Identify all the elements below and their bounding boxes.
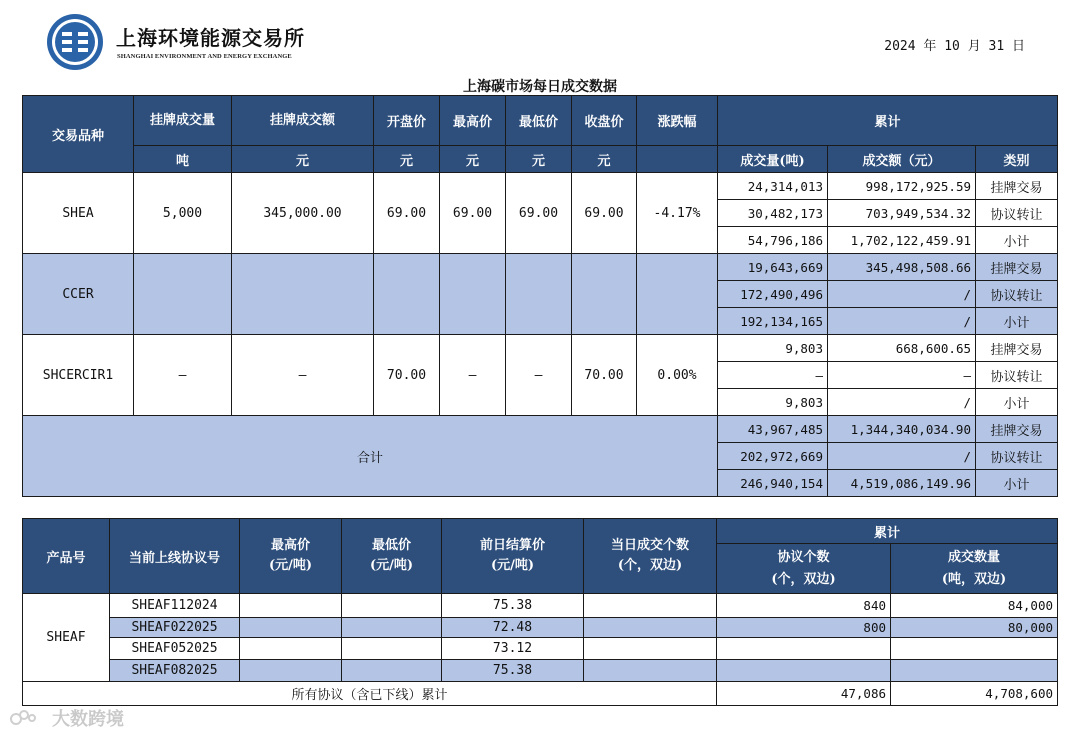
market-data-table — [22, 95, 1058, 497]
daily-count-cell — [584, 594, 717, 618]
col-settle-header — [442, 519, 584, 594]
cum-type-cell: 协议转让 — [976, 200, 1058, 227]
unit-yuan: 元 — [374, 146, 440, 173]
col-cumulative-header: 累计 — [717, 519, 1058, 544]
contract-cell: SHEAF022025 — [110, 618, 240, 638]
cum-type-cell: 协议转让 — [976, 362, 1058, 389]
unit-yuan: 元 — [232, 146, 374, 173]
col-open-header: 开盘价 — [374, 96, 440, 146]
listed-amount-cell: – — [232, 335, 374, 416]
col-cum-volume-header: 成交量(吨) — [718, 146, 828, 173]
contract-cell: SHEAF112024 — [110, 594, 240, 618]
cum-volume-cell: 24,314,013 — [718, 173, 828, 200]
settle-cell: 75.38 — [442, 594, 584, 618]
listed-amount-cell — [232, 254, 374, 335]
col-low-header — [342, 519, 442, 594]
cum-type-cell: 挂牌交易 — [976, 254, 1058, 281]
col-cum-count-header — [717, 544, 891, 594]
col-product-no-header: 产品号 — [23, 519, 110, 594]
unit-yuan: 元 — [572, 146, 637, 173]
cum-count-cell: 840 — [717, 594, 891, 618]
high-cell — [240, 638, 342, 660]
cum-volume-cell: 84,000 — [891, 594, 1058, 618]
cum-count-unit: (个，双边) — [771, 571, 836, 587]
product-no-cell: SHEAF — [23, 594, 110, 682]
cum-volume-cell: 192,134,165 — [718, 308, 828, 335]
daily-count-cell — [584, 618, 717, 638]
cum-amount-cell: – — [828, 362, 976, 389]
cum-type-cell: 小计 — [976, 227, 1058, 254]
cum-amount-cell: / — [828, 389, 976, 416]
product-cell: SHCERCIR1 — [23, 335, 134, 416]
settle-cell: 73.12 — [442, 638, 584, 660]
unit-empty — [637, 146, 718, 173]
org-name: 上海环境能源交易所 — [116, 26, 305, 50]
low-cell — [342, 594, 442, 618]
cum-count-cell: 800 — [717, 618, 891, 638]
listed-amount-label: 挂牌成交额 — [269, 112, 335, 128]
high-cell: – — [440, 335, 506, 416]
product-cell: SHEA — [23, 173, 134, 254]
settle-cell: 72.48 — [442, 618, 584, 638]
change-cell — [637, 254, 718, 335]
cum-amount-cell: 998,172,925.59 — [828, 173, 976, 200]
col-daily-count-header — [584, 519, 717, 594]
col-contract-header: 当前上线协议号 — [110, 519, 240, 594]
cum-amount-cell: / — [828, 281, 976, 308]
cum-amount-cell: 1,702,122,459.91 — [828, 227, 976, 254]
daily-count-cell — [584, 638, 717, 660]
low-cell — [342, 638, 442, 660]
high-cell — [240, 660, 342, 682]
cum-type-cell: 小计 — [976, 308, 1058, 335]
col-change-header: 涨跌幅 — [637, 96, 718, 146]
cum-volume-cell: 9,803 — [718, 389, 828, 416]
cum-volume-cell — [891, 660, 1058, 682]
col-cum-type-header: 类别 — [976, 146, 1058, 173]
settle-label: 前日结算价 — [479, 538, 545, 553]
cum-count-cell — [717, 638, 891, 660]
cum-type-cell: 小计 — [976, 470, 1058, 497]
col-high-header — [240, 519, 342, 594]
cum-volume-cell: 172,490,496 — [718, 281, 828, 308]
cum-amount-cell: 1,344,340,034.90 — [828, 416, 976, 443]
contract-cell: SHEAF082025 — [110, 660, 240, 682]
cum-count-total: 47,086 — [717, 682, 891, 706]
high-unit: (元/吨) — [268, 558, 313, 573]
cum-amount-cell: / — [828, 443, 976, 470]
col-product-header: 交易品种 — [23, 96, 134, 173]
cum-volume-cell: 9,803 — [718, 335, 828, 362]
close-cell: 69.00 — [572, 173, 637, 254]
daily-count-label: 当日成交个数 — [610, 538, 689, 553]
cum-amount-cell: 703,949,534.32 — [828, 200, 976, 227]
cum-volume-cell: 246,940,154 — [718, 470, 828, 497]
col-listed-volume-header — [134, 96, 232, 146]
cum-type-cell: 挂牌交易 — [976, 416, 1058, 443]
settle-cell: 75.38 — [442, 660, 584, 682]
low-unit: (元/吨) — [369, 558, 414, 573]
unit-yuan: 元 — [506, 146, 572, 173]
high-cell — [440, 254, 506, 335]
cum-amount-cell: 345,498,508.66 — [828, 254, 976, 281]
product-cell: CCER — [23, 254, 134, 335]
col-low-header: 最低价 — [506, 96, 572, 146]
listed-volume-label: 挂牌成交量 — [149, 112, 215, 128]
col-high-header: 最高价 — [440, 96, 506, 146]
page-header — [0, 0, 1080, 80]
cum-volume-unit: (吨，双边) — [941, 571, 1007, 587]
col-close-header: 收盘价 — [572, 96, 637, 146]
futures-agreement-table — [22, 518, 1058, 706]
cum-amount-cell: / — [828, 308, 976, 335]
col-cumulative-header: 累计 — [718, 96, 1058, 146]
watermark-text: 大数跨境 — [52, 709, 124, 730]
cum-volume-cell: 19,643,669 — [718, 254, 828, 281]
cum-volume-cell: 202,972,669 — [718, 443, 828, 470]
close-cell — [572, 254, 637, 335]
report-title: 上海碳市场每日成交数据 — [463, 79, 617, 95]
total-label: 所有协议（含已下线）累计 — [23, 682, 717, 706]
cum-type-cell: 挂牌交易 — [976, 173, 1058, 200]
low-cell — [342, 618, 442, 638]
high-label: 最高价 — [270, 538, 310, 553]
cum-type-cell: 协议转让 — [976, 281, 1058, 308]
cum-volume-cell: 43,967,485 — [718, 416, 828, 443]
low-cell — [342, 660, 442, 682]
listed-amount-cell: 345,000.00 — [232, 173, 374, 254]
cum-type-cell: 协议转让 — [976, 443, 1058, 470]
cum-amount-cell: 4,519,086,149.96 — [828, 470, 976, 497]
col-listed-amount-header — [232, 96, 374, 146]
total-label: 合计 — [23, 416, 718, 497]
cum-type-cell: 挂牌交易 — [976, 335, 1058, 362]
cum-type-cell: 小计 — [976, 389, 1058, 416]
unit-yuan: 元 — [440, 146, 506, 173]
daily-count-unit: (个，双边) — [617, 558, 683, 573]
cum-volume-cell: 30,482,173 — [718, 200, 828, 227]
cum-count-cell — [717, 660, 891, 682]
cum-volume-cell: 80,000 — [891, 618, 1058, 638]
open-cell — [374, 254, 440, 335]
open-cell: 70.00 — [374, 335, 440, 416]
low-cell: 69.00 — [506, 173, 572, 254]
report-date: 2024 年 10 月 31 日 — [884, 39, 1025, 54]
contract-cell: SHEAF052025 — [110, 638, 240, 660]
settle-unit: (元/吨) — [490, 558, 535, 573]
listed-volume-cell: 5,000 — [134, 173, 232, 254]
change-cell: -4.17% — [637, 173, 718, 254]
cum-volume-label: 成交数量 — [948, 549, 1001, 565]
unit-ton: 吨 — [134, 146, 232, 173]
cum-count-label: 协议个数 — [777, 549, 830, 565]
cum-volume-cell: 54,796,186 — [718, 227, 828, 254]
cum-amount-cell: 668,600.65 — [828, 335, 976, 362]
listed-volume-cell: – — [134, 335, 232, 416]
col-cum-amount-header: 成交额（元） — [828, 146, 976, 173]
low-cell: – — [506, 335, 572, 416]
cum-volume-total: 4,708,600 — [891, 682, 1058, 706]
change-cell: 0.00% — [637, 335, 718, 416]
cum-volume-cell: – — [718, 362, 828, 389]
high-cell: 69.00 — [440, 173, 506, 254]
col-cum-volume-header — [891, 544, 1058, 594]
cum-volume-cell — [891, 638, 1058, 660]
watermark-logo-icon — [8, 707, 48, 727]
high-cell — [240, 618, 342, 638]
low-label: 最低价 — [371, 538, 411, 553]
listed-volume-cell — [134, 254, 232, 335]
daily-count-cell — [584, 660, 717, 682]
close-cell: 70.00 — [572, 335, 637, 416]
open-cell: 69.00 — [374, 173, 440, 254]
exchange-logo-icon — [46, 13, 104, 71]
org-name-en: SHANGHAI ENVIRONMENT AND ENERGY EXCHANGE — [117, 53, 292, 60]
low-cell — [506, 254, 572, 335]
high-cell — [240, 594, 342, 618]
